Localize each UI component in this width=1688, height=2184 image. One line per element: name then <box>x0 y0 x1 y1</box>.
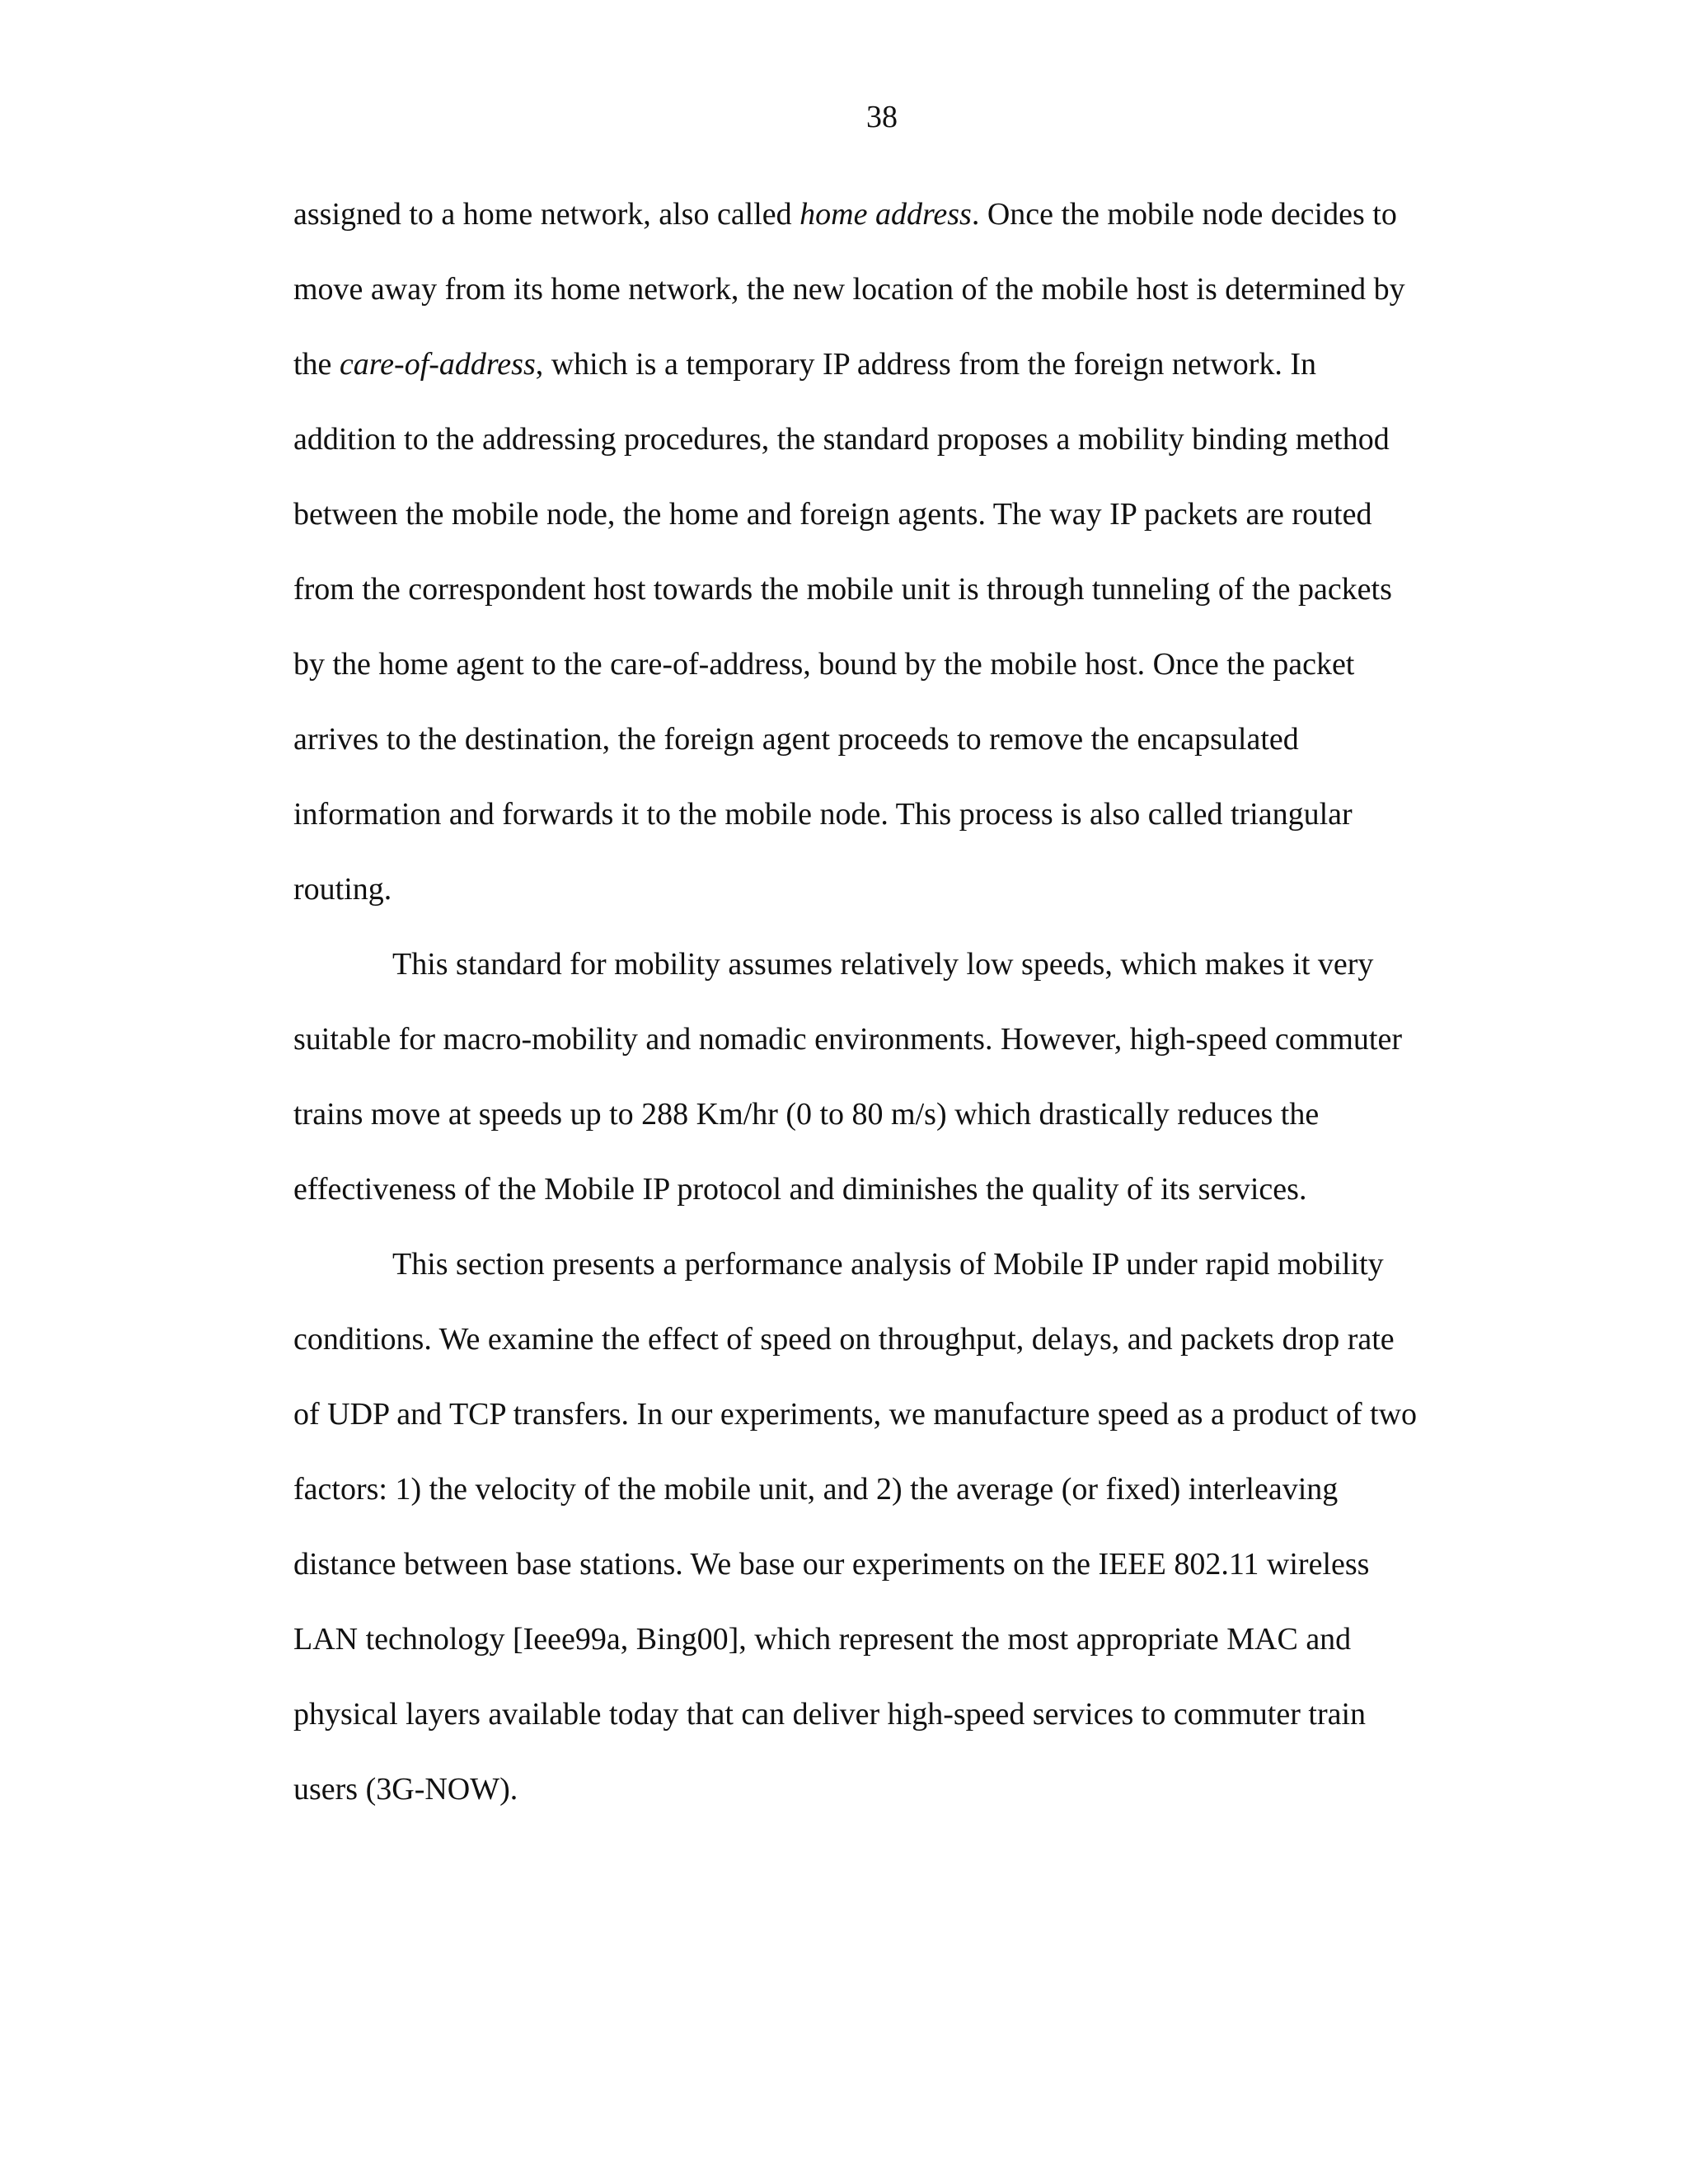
text-line: from the correspondent host towards the mobile unit is through tunneling of the packets <box>293 572 1392 607</box>
text-line: factors: 1) the velocity of the mobile unit, and 2) the average (or fixed) interleaving <box>293 1472 1339 1507</box>
text-line: between the mobile node, the home and foreign agents. The way IP packets are routed <box>293 497 1372 532</box>
text-line: move away from its home network, the new location of the mobile host is determined by <box>293 272 1405 307</box>
text-line: LAN technology [Ieee99a, Bing00], which represent the most appropriate MAC and <box>293 1622 1352 1657</box>
text-line: information and forwards it to the mobile node. This process is also called triangular <box>293 797 1353 832</box>
text-line: conditions. We examine the effect of speed on throughput, delays, and packets drop rate <box>293 1322 1395 1357</box>
text-line: effectiveness of the Mobile IP protocol and diminishes the quality of its services. <box>293 1172 1307 1207</box>
text-line: This standard for mobility assumes relatively low speeds, which makes it very <box>392 947 1374 982</box>
text-line: routing. <box>293 872 392 907</box>
text-line: assigned to a home network, also called home address. Once the mobile node decides to <box>293 197 1397 232</box>
text-line: addition to the addressing procedures, the standard proposes a mobility binding method <box>293 422 1390 457</box>
text-line: suitable for macro-mobility and nomadic environments. However, high-speed commuter <box>293 1022 1402 1057</box>
term-care-of-address: care-of-address <box>339 347 536 382</box>
term-home-address: home address <box>799 197 972 232</box>
text-line: trains move at speeds up to 288 Km/hr (0 to 80 m/s) which drastically reduces the <box>293 1097 1320 1132</box>
text-line: This section presents a performance analysis of Mobile IP under rapid mobility <box>392 1247 1384 1282</box>
text-line: by the home agent to the care-of-address, bound by the mobile host. Once the packet <box>293 647 1355 682</box>
text-line: the care-of-address, which is a temporary IP address from the foreign network. In <box>293 347 1317 382</box>
text-line: users (3G-NOW). <box>293 1772 518 1807</box>
text-line: arrives to the destination, the foreign agent proceeds to remove the encapsulated <box>293 722 1299 757</box>
text-line: of UDP and TCP transfers. In our experiments, we manufacture speed as a product of two <box>293 1397 1418 1432</box>
text-line: distance between base stations. We base our experiments on the IEEE 802.11 wireless <box>293 1547 1370 1582</box>
text-line: physical layers available today that can deliver high-speed services to commuter train <box>293 1697 1367 1732</box>
page-number: 38 <box>866 100 898 134</box>
